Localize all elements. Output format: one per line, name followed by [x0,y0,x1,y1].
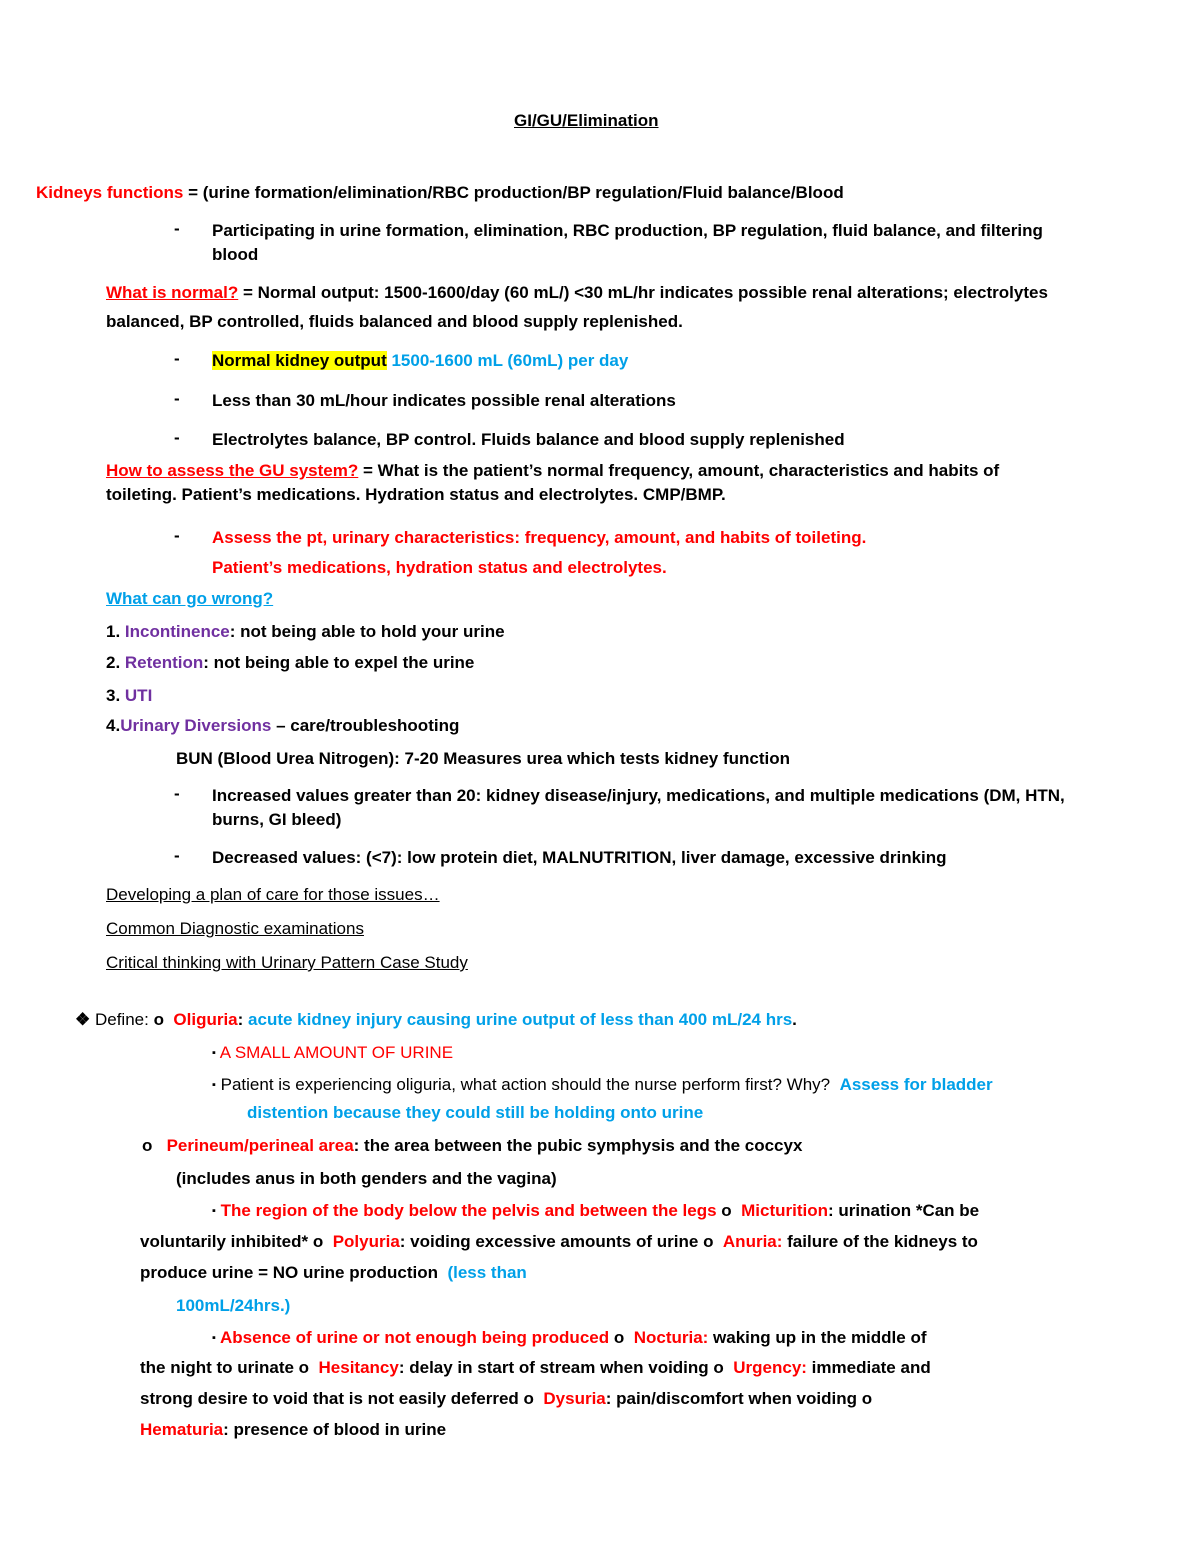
polyuria-term: Polyuria [332,1232,400,1251]
oliguria-sub-1 [212,1041,453,1065]
polyuria-line [140,1230,978,1254]
anuria-term: Anuria: [722,1232,783,1251]
micturition-term: Micturition [741,1201,828,1220]
urgency-term: Urgency: [733,1358,807,1377]
define-label: Define: [90,1010,154,1029]
bullet-dash: - [174,219,180,238]
oliguria-def: acute kidney injury causing urine output of less than 400 mL/24 hrs [248,1010,793,1029]
urinary-diversions-term: Urinary Diversions [120,716,272,735]
uti-term: UTI [124,686,153,705]
urgency-def-1: immediate and [806,1358,931,1377]
dysuria-term: Dysuria [543,1389,606,1408]
bullet-dash: - [174,526,180,545]
circle-bullet-icon: o [703,1232,714,1251]
circle-bullet-icon: o [153,1010,164,1029]
wrong-item-3 [106,684,152,708]
assess-bullet-1-cont: Patient’s medications, hydration status and electrolytes. [212,558,667,577]
normal-output-value: 1500-1600 mL (60mL) per day [386,351,629,370]
perineum-term: Perineum/perineal area [166,1136,354,1155]
assess-bullet-1: Assess the pt, urinary characteristics: frequency, amount, and habits of toileting. [212,528,867,547]
circle-bullet-icon: o [142,1136,153,1155]
bun-bullet-1: Increased values greater than 20: kidney disease/injury, medications, and multiple medications (DM, HTN, [212,786,1065,805]
circle-bullet-icon: o [721,1201,732,1220]
bun-line: BUN (Blood Urea Nitrogen): 7-20 Measures urea which tests kidney function [176,749,791,768]
nocturia-def-2: the night to urinate [140,1358,294,1377]
hematuria-def: : presence of blood in urine [223,1420,447,1439]
bun-bullet-1-cont: burns, GI bleed) [212,810,342,829]
anuria-blue-1: (less than [447,1263,527,1282]
circle-bullet-icon: o [713,1358,724,1377]
hematuria-term: Hematuria [140,1420,224,1439]
kidneys-bullet-1-cont: blood [212,245,259,264]
perineum-def: : the area between the pubic symphysis and the coccyx [353,1136,803,1155]
anuria-def-2: produce urine = NO urine production [140,1263,438,1282]
incontinence-term: Incontinence [124,622,230,641]
kidneys-text: = (urine formation/elimination/RBC production/BP regulation/Fluid balance/Blood [183,183,844,202]
list-number: 2. [106,653,125,672]
oliguria-question: Patient is experiencing oliguria, what action should the nurse perform first? Why? [215,1075,831,1094]
anuria-line-2 [140,1261,527,1285]
perineum-line [142,1134,802,1158]
bullet-dash: - [174,428,180,447]
anuria-blue-2: 100mL/24hrs.) [176,1296,291,1315]
perineum-sub-line [212,1199,979,1223]
oliguria-sub-1-text: A SMALL AMOUNT OF URINE [219,1043,454,1062]
hematuria-line [140,1418,446,1442]
kidneys-label: Kidneys functions [36,183,184,202]
hesitancy-line [140,1356,931,1380]
bullet-dash: - [174,389,180,408]
assess-label: How to assess the GU system? [106,461,359,480]
bullet-dash: - [174,784,180,803]
normal-label: What is normal? [106,283,239,302]
normal-bullet-1 [212,349,628,373]
oliguria-term: Oliguria [173,1010,238,1029]
anuria-sub-text: Absence of urine or not enough being produced [215,1328,610,1347]
incontinence-text: : not being able to hold your urine [229,622,505,641]
square-bullet-icon: ▪ [212,1205,216,1217]
micturition-def: : urination *Can be [828,1201,980,1220]
wrong-item-2 [106,651,474,675]
topic-diagnostic-exams: Common Diagnostic examinations [106,919,364,938]
normal-line-2: balanced, BP controlled, fluids balanced and blood supply replenished. [106,312,683,331]
assess-line-1 [106,459,999,483]
square-bullet-icon: ▪ [212,1047,216,1059]
urgency-def-2: strong desire to void that is not easily deferred [140,1389,519,1408]
anuria-def-1: failure of the kidneys to [782,1232,978,1251]
dysuria-line [140,1387,872,1411]
bullet-dash: - [174,846,180,865]
circle-bullet-icon: o [523,1389,534,1408]
oliguria-sub-2 [212,1073,993,1097]
define-line: ❖ Define: o Oliguria: acute kidney injury causing urine output of less than 400 mL/24 hrs. [75,1010,797,1029]
diamond-bullet-icon: ❖ [75,1010,91,1029]
list-number: 4. [106,716,121,735]
normal-line-1 [106,281,1048,305]
circle-bullet-icon: o [861,1389,873,1408]
topic-case-study: Critical thinking with Urinary Pattern Case Study [106,953,468,972]
micturition-cont: voluntarily inhibited* [140,1232,309,1251]
urinary-diversions-text: – care/troubleshooting [271,716,460,735]
list-number: 1. [106,622,125,641]
bullet-dash: - [174,349,180,368]
normal-bullet-3: Electrolytes balance, BP control. Fluids balance and blood supply replenished [212,430,845,449]
wrong-item-4 [106,714,459,738]
anuria-sub-line [212,1326,927,1350]
nocturia-term: Nocturia: [633,1328,709,1347]
list-number: 3. [106,686,125,705]
hesitancy-term: Hesitancy [318,1358,399,1377]
normal-output-highlight: Normal kidney output [212,351,387,370]
assess-line-2: toileting. Patient’s medications. Hydration status and electrolytes. CMP/BMP. [106,485,726,504]
bun-bullet-2: Decreased values: (<7): low protein diet, MALNUTRITION, liver damage, excessive drinking [212,848,947,867]
retention-term: Retention [124,653,204,672]
oliguria-answer-2: distention because they could still be holding onto urine [247,1103,704,1122]
normal-text-1: = Normal output: 1500-1600/day (60 mL/) <30 mL/hr indicates possible renal alterations; electrolytes [238,283,1048,302]
hesitancy-def: : delay in start of stream when voiding [398,1358,709,1377]
square-bullet-icon: ▪ [212,1332,216,1344]
dysuria-def: : pain/discomfort when voiding [605,1389,857,1408]
kidneys-line [36,181,844,205]
topic-plan-of-care: Developing a plan of care for those issues… [106,885,440,904]
kidneys-bullet-1: Participating in urine formation, elimination, RBC production, BP regulation, fluid balance, and filtering [212,221,1043,240]
assess-text-1: = What is the patient’s normal frequency, amount, characteristics and habits of [358,461,1000,480]
nocturia-def-1: waking up in the middle of [708,1328,927,1347]
circle-bullet-icon: o [613,1328,625,1347]
page-title: GI/GU/Elimination [514,111,659,130]
circle-bullet-icon: o [312,1232,324,1251]
normal-bullet-2: Less than 30 mL/hour indicates possible renal alterations [212,391,676,410]
square-bullet-icon: ▪ [212,1079,216,1091]
perineum-sub-text: The region of the body below the pelvis and between the legs [215,1201,717,1220]
polyuria-def: : voiding excessive amounts of urine [399,1232,699,1251]
oliguria-answer-1: Assess for bladder [839,1075,993,1094]
wrong-label: What can go wrong? [106,589,274,608]
perineum-cont: (includes anus in both genders and the vagina) [176,1169,557,1188]
wrong-item-1 [106,620,505,644]
retention-text: : not being able to expel the urine [203,653,475,672]
circle-bullet-icon: o [298,1358,310,1377]
